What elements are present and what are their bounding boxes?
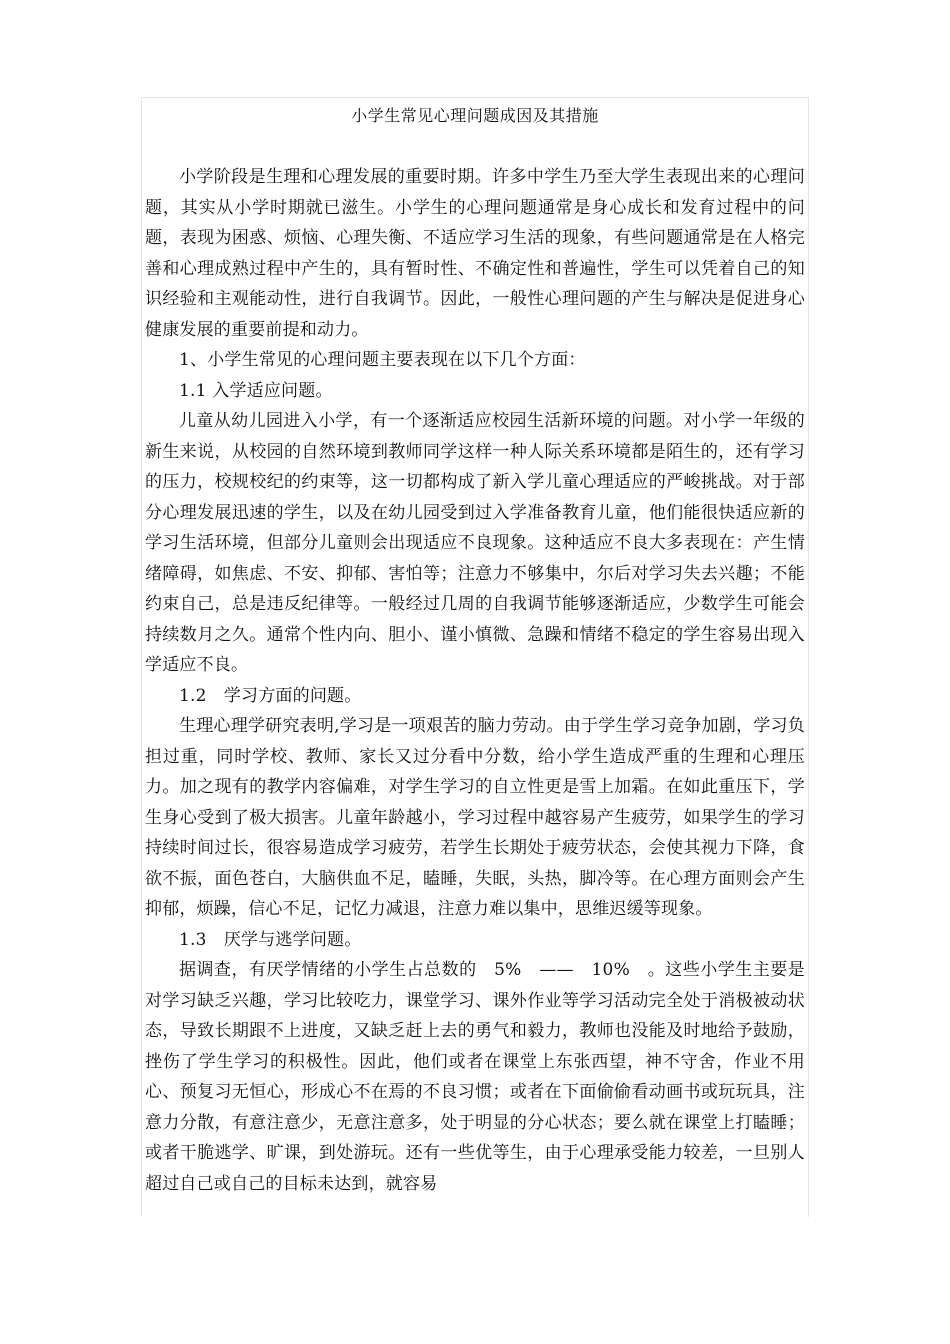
section-heading-1-3: 1.3 厌学与逃学问题。 (179, 929, 362, 950)
section-heading-1: 1、小学生常见的心理问题主要表现在以下几个方面： (179, 350, 586, 370)
section-heading-1-1: 1.1 入学适应问题。 (179, 380, 333, 401)
section-heading-1-2: 1.2 学习方面的问题。 (179, 685, 362, 706)
paragraph-learning-problems: 生理心理学研究表明,学习是一项艰苦的脑力劳动。由于学生学习竞争加剧，学习负担过重，同时学校、教师、家长又过分看中分数，给小学生造成严重的生理和心理压力。加之现有的教学内容偏难，对学生学习的自立性更是雪上加霜。在如此重压下，学生身心受到了极大损害。儿童年龄越小，学习过程中越容易产生疲劳，如果学生的学习持续时间过长，很容易造成学习疲劳，若学生长期处于疲劳状态，会使其视力下降，食欲不振，面色苍白，大脑供血不足，瞌睡，失眠，头热，脚冷等。在心理方面则会产生抑郁，烦躁，信心不足，记忆力减退，注意力难以集中，思维迟缓等现象。 (145, 716, 805, 919)
document-title: 小学生常见心理问题成因及其措施 (351, 106, 599, 125)
document-body (145, 162, 805, 1199)
paragraph-school-adaptation: 儿童从幼儿园进入小学，有一个逐渐适应校园生活新环境的问题。对小学一年级的新生来说，从校园的自然环境到教师同学这样一种人际关系环境都是陌生的，还有学习的压力，校规校纪的约束等，这一切都构成了新入学儿童心理适应的严峻挑战。对于部分心理发展迅速的学生，以及在幼儿园受到过入学准备教育儿童，他们能很快适应新的学习生活环境，但部分儿童则会出现适应不良现象。这种适应不良大多表现在：产生情绪障碍，如焦虑、不安、抑郁、害怕等；注意力不够集中，尔后对学习失去兴趣；不能约束自己，总是违反纪律等。一般经过几周的自我调节能够逐渐适应，少数学生可能会持续数月之久。通常个性内向、胆小、谨小慎微、急躁和情绪不稳定的学生容易出现入学适应不良。 (145, 411, 805, 675)
paragraph-intro: 小学阶段是生理和心理发展的重要时期。许多中学生乃至大学生表现出来的心理问题，其实从小学时期就已滋生。小学生的心理问题通常是身心成长和发育过程中的问题，表现为困惑、烦恼、心理失衡、不适应学习生活的现象，有些问题通常是在人格完善和心理成熟过程中产生的，具有暂时性、不确定性和普遍性，学生可以凭着自己的知识经验和主观能动性，进行自我调节。因此，一般性心理问题的产生与解决是促进身心健康发展的重要前提和动力。 (145, 167, 805, 340)
paragraph-truancy: 据调查，有厌学情绪的小学生占总数的 5% —— 10% 。这些小学生主要是对学习缺乏兴趣，学习比较吃力，课堂学习、课外作业等学习活动完全处于消极被动状态，导致长期跟不上进度，又缺乏赶上去的勇气和毅力，教师也没能及时地给予鼓励，挫伤了学生学习的积极性。因此，他们或者在课堂上东张西望，神不守舍，作业不用心、预复习无恒心，形成心不在焉的不良习惯；或者在下面偷偷看动画书或玩玩具，注意力分散，有意注意少，无意注意多，处于明显的分心状态；要么就在课堂上打瞌睡；或者干脆逃学、旷课，到处游玩。还有一些优等生，由于心理承受能力较差，一旦别人超过自己或自己的目标未达到，就容易 (145, 960, 805, 1194)
